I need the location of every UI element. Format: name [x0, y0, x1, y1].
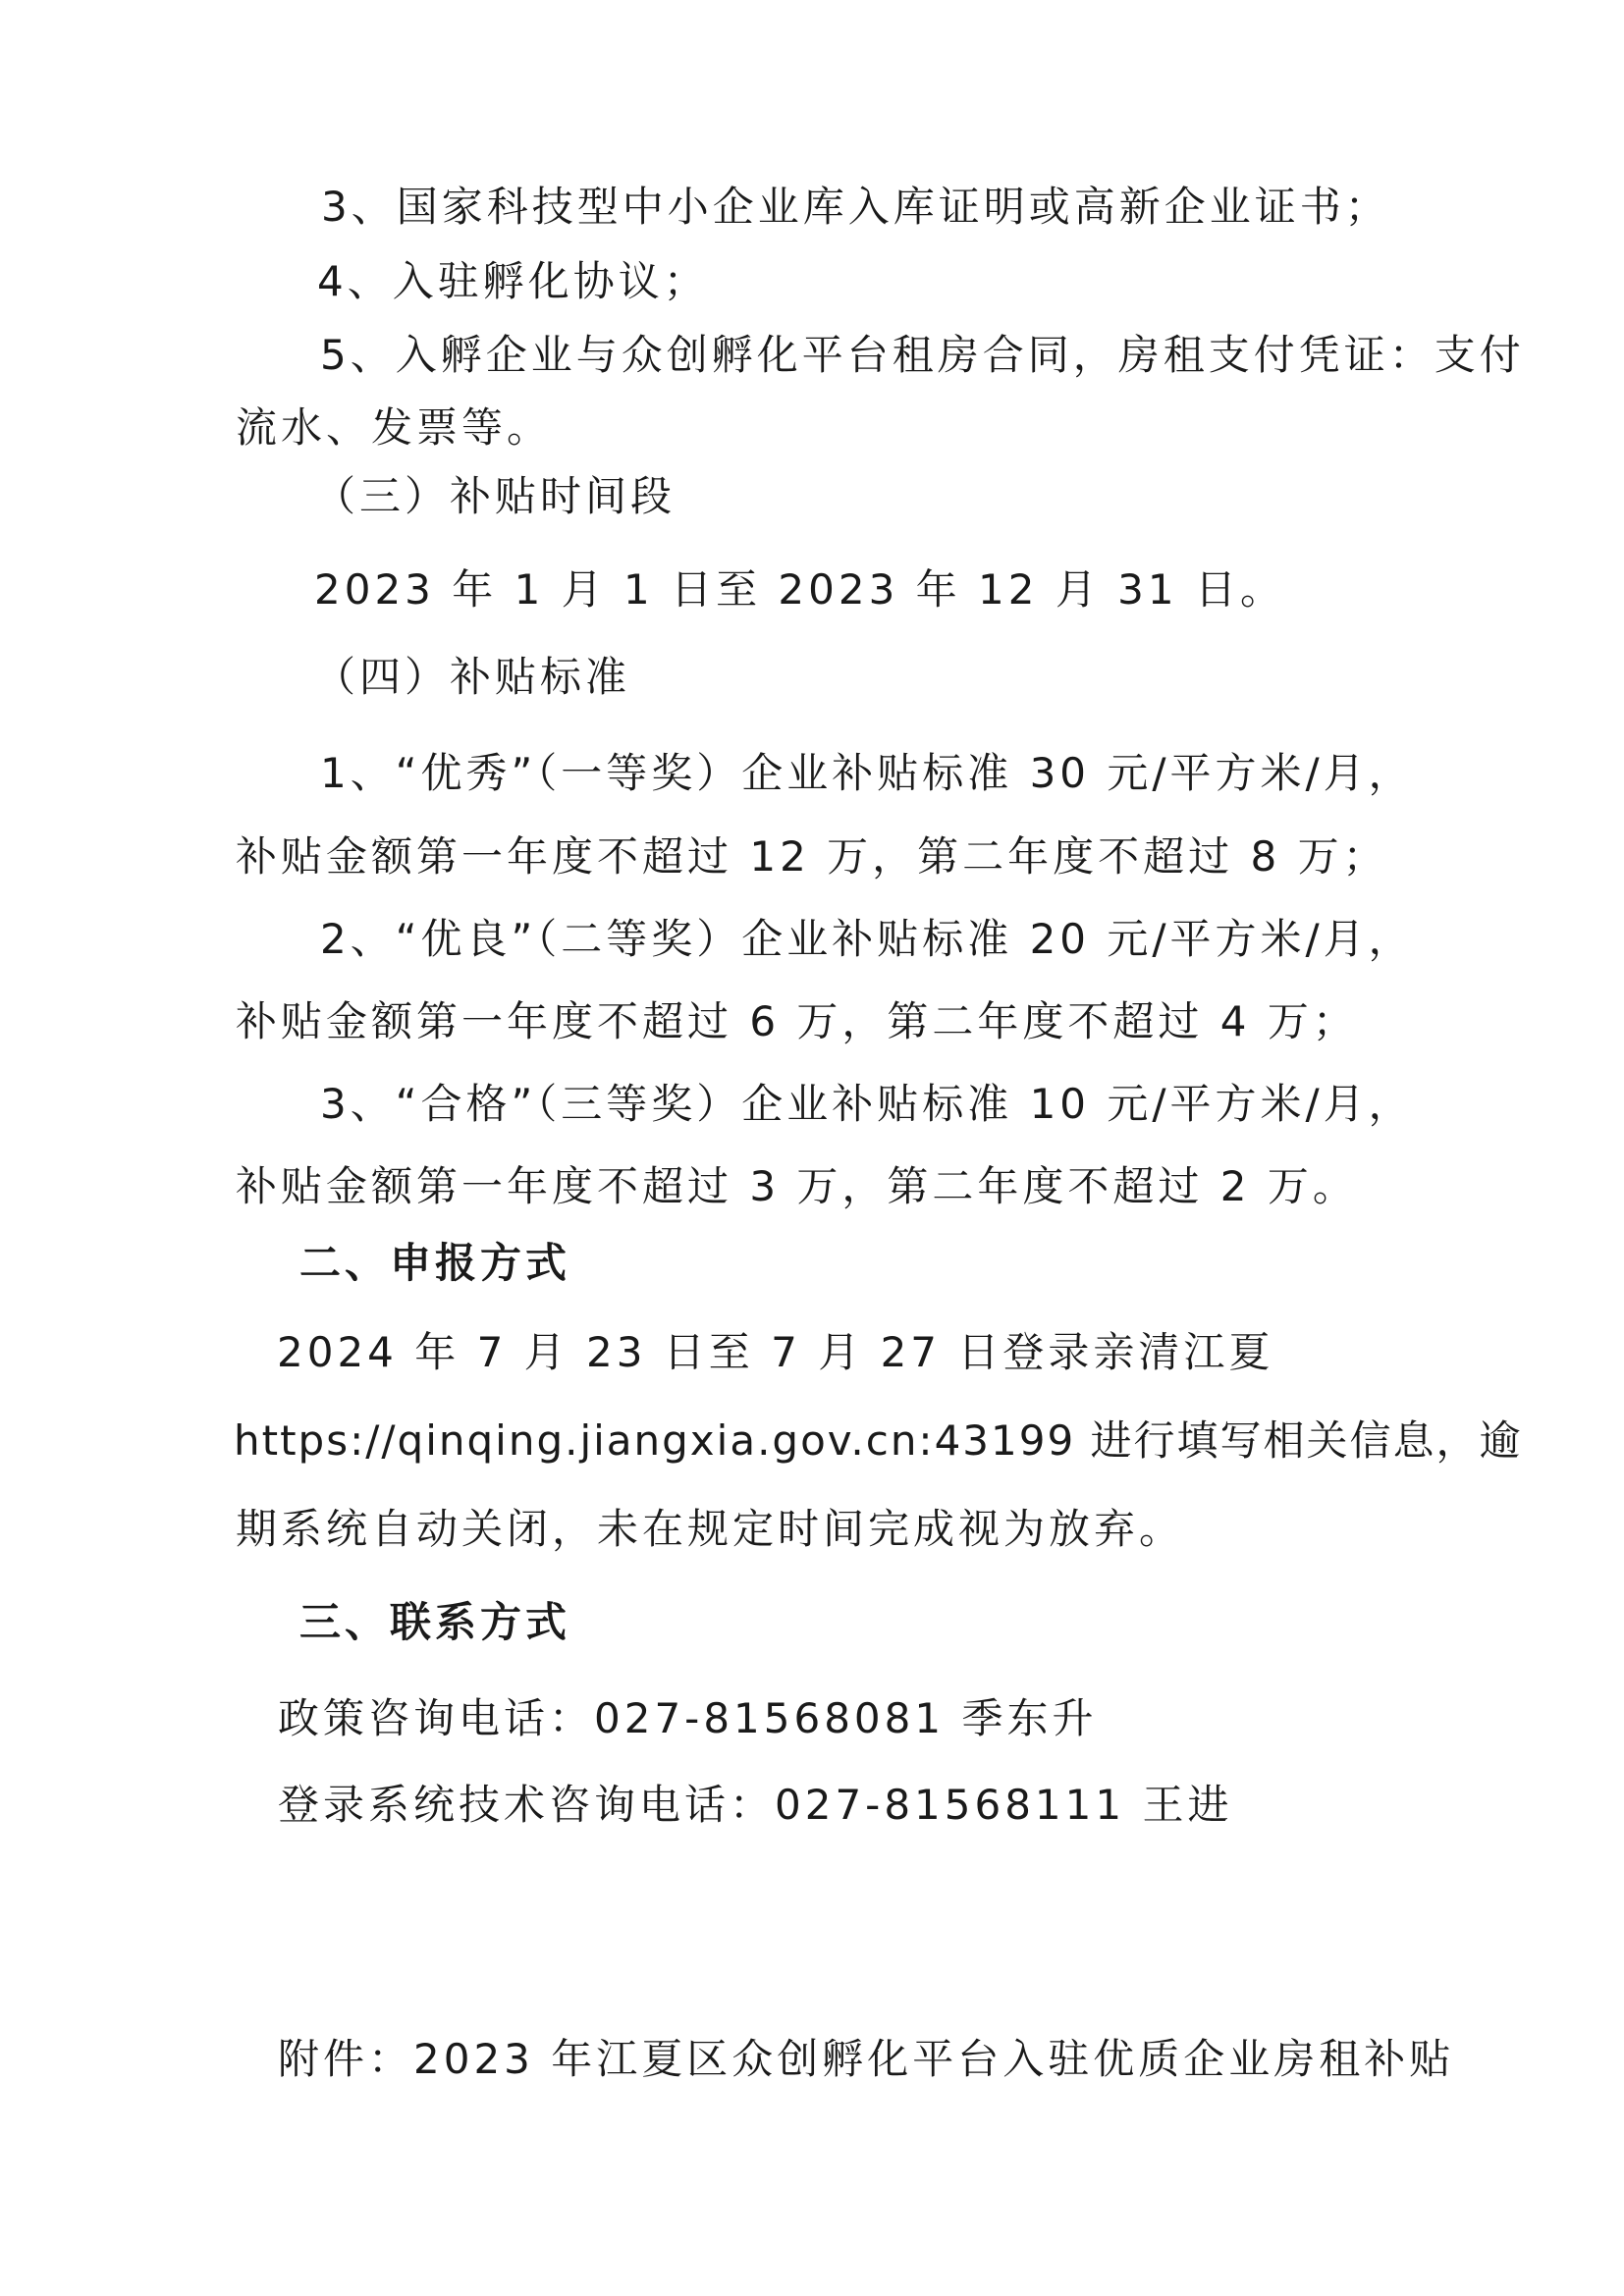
- standard-1-line-2: 补贴金额第一年度不超过 12 万，第二年度不超过 8 万；: [236, 832, 1388, 881]
- standard-2-line-2: 补贴金额第一年度不超过 6 万，第二年度不超过 4 万；: [236, 997, 1358, 1045]
- standard-3-line-2: 补贴金额第一年度不超过 3 万，第二年度不超过 2 万。: [236, 1162, 1358, 1210]
- section-2-heading: 二、申报方式: [299, 1239, 571, 1287]
- subsidy-period-text: 2023 年 1 月 1 日至 2023 年 12 月 31 日。: [314, 565, 1285, 614]
- standard-2-line-1: 2、“优良”（二等奖）企业补贴标准 20 元/平方米/月，: [320, 915, 1414, 963]
- section-2-line-3: 期系统自动关闭，未在规定时间完成视为放弃。: [236, 1505, 1185, 1553]
- subsidy-period-heading: （三）补贴时间段: [314, 472, 677, 520]
- standard-1-line-1: 1、“优秀”（一等奖）企业补贴标准 30 元/平方米/月，: [320, 749, 1414, 797]
- requirement-item-3: 3、国家科技型中小企业库入库证明或高新企业证书；: [321, 183, 1390, 231]
- requirement-item-5-line-2: 流水、发票等。: [236, 403, 553, 452]
- requirement-item-4: 4、入驻孵化协议；: [317, 257, 709, 305]
- contact-tech-line: 登录系统技术咨询电话：027-81568111 王进: [278, 1781, 1233, 1829]
- section-2-line-2: https://qinqing.jiangxia.gov.cn:43199 进行填写相关信息，逾: [234, 1416, 1523, 1465]
- contact-policy-line: 政策咨询电话：027-81568081 季东升: [278, 1694, 1098, 1742]
- requirement-item-5-line-1: 5、入孵企业与众创孵化平台租房合同，房租支付凭证：支付: [320, 331, 1525, 379]
- attachment-line: 附件：2023 年江夏区众创孵化平台入驻优质企业房租补贴: [278, 2035, 1455, 2083]
- section-3-heading: 三、联系方式: [299, 1598, 571, 1646]
- standard-3-line-1: 3、“合格”（三等奖）企业补贴标准 10 元/平方米/月，: [320, 1080, 1414, 1128]
- subsidy-standard-heading: （四）补贴标准: [314, 653, 631, 701]
- section-2-line-1: 2024 年 7 月 23 日至 7 月 27 日登录亲清江夏: [277, 1328, 1274, 1376]
